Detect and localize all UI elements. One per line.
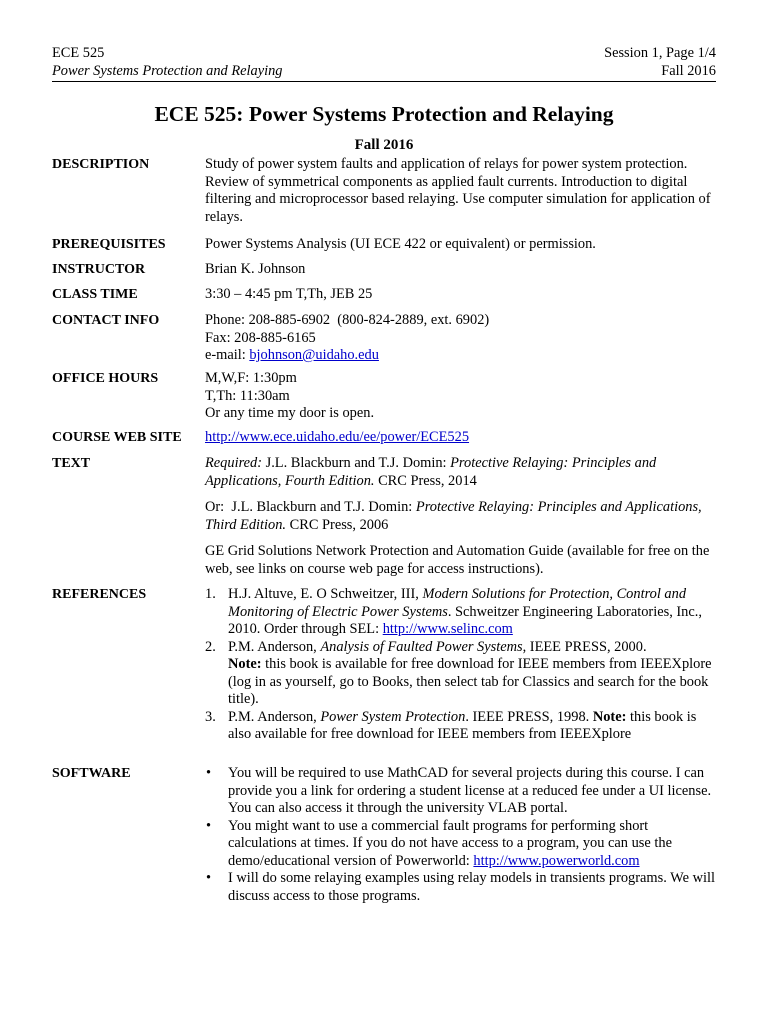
office-hours-line1: M,W,F: 1:30pm	[205, 370, 297, 386]
selinc-link[interactable]: http://www.selinc.com	[382, 621, 513, 637]
text-required-tag: Required:	[205, 455, 263, 471]
contact-email-prefix: e-mail:	[205, 347, 250, 363]
reference-item-2	[205, 639, 717, 709]
software-item-powerworld	[205, 818, 717, 871]
reference-2-note: this book is available for free download for IEEE members from IEEEXplore (log in as yourself, go to Books, then select tab for Classics and search for the book title).	[228, 656, 712, 707]
prerequisites-label: PREREQUISITES	[52, 237, 166, 252]
reference-number: 2.	[205, 638, 216, 655]
text-required-book	[205, 455, 717, 490]
text-alternate-title: Protective Relaying: Principles and Applications, Third Edition.	[205, 499, 706, 533]
contact-email-line	[205, 347, 717, 365]
page-subtitle: Fall 2016	[354, 137, 414, 153]
office-hours-line2: T,Th: 11:30am	[205, 387, 290, 404]
office-hours-line3: Or any time my door is open.	[205, 405, 375, 421]
references-label: REFERENCES	[52, 587, 147, 602]
reference-number: 3.	[205, 708, 216, 725]
software-item-transients	[205, 870, 717, 905]
instructor-label: INSTRUCTOR	[52, 262, 146, 277]
bullet-icon: •	[206, 870, 212, 886]
web-site-label: COURSE WEB SITE	[52, 430, 182, 445]
text-label: TEXT	[52, 456, 91, 471]
class-time-text: 3:30 – 4:45 pm T,Th, JEB 25	[205, 286, 373, 302]
course-web-site-link[interactable]: http://www.ece.uidaho.edu/ee/power/ECE525	[205, 429, 470, 445]
contact-phone: Phone: 208-885-6902 (800-824-2889, ext. 6902)	[205, 312, 490, 328]
text-alternate-authors: Or: J.L. Blackburn and T.J. Domin:	[205, 499, 416, 515]
powerworld-link[interactable]: http://www.powerworld.com	[473, 852, 640, 869]
reference-3-note: this book is also available for free download for IEEE members from IEEEXplore	[228, 708, 697, 742]
page-title: ECE 525: Power Systems Protection and Relaying	[154, 102, 614, 126]
reference-1-authors: H.J. Altuve, E. O Schweitzer, III,	[228, 586, 423, 602]
text-required-title: Protective Relaying: Principles and Applications, Fourth Edition.	[205, 455, 657, 489]
text-required-authors: J.L. Blackburn and T.J. Domin:	[262, 455, 451, 471]
reference-item-3	[205, 709, 717, 744]
reference-1-title: Modern Solutions for Protection, Control and Monitoring of Electric Power Systems	[228, 586, 687, 620]
software-mathcad-text: You will be required to use MathCAD for several projects during this course. I can provide you a link for ordering a student license at a reduced fee under a UI license. You can also access it through the university VLAB portal.	[228, 765, 712, 816]
reference-2-publisher: , IEEE PRESS, 2000.	[522, 638, 647, 655]
header-course-code: ECE 525	[52, 45, 105, 61]
text-alternate-book	[205, 499, 717, 534]
reference-item-1	[205, 586, 717, 639]
contact-email-link[interactable]: bjohnson@uidaho.edu	[249, 347, 379, 363]
reference-3-title: Power System Protection	[320, 708, 466, 725]
contact-label: CONTACT INFO	[52, 313, 160, 328]
software-item-mathcad	[205, 765, 717, 818]
bullet-icon: •	[206, 817, 212, 834]
reference-1-publisher: . Schweitzer Engineering Laboratories, Inc., 2010. Order through SEL:	[228, 603, 702, 637]
instructor-text: Brian K. Johnson	[205, 261, 306, 277]
class-time-label: CLASS TIME	[52, 287, 138, 302]
reference-number: 1.	[205, 586, 216, 602]
reference-2-note-label: Note:	[228, 656, 262, 672]
description-text: Study of power system faults and application of relays for power system protection. Review of symmetrical components as applied fault currents. Introduction to digital filtering and microprocessor based relaying. Use computer simulation for application of relays.	[205, 156, 711, 225]
bullet-icon: •	[206, 765, 212, 781]
description-label: DESCRIPTION	[52, 157, 150, 172]
reference-2-title: Analysis of Faulted Power Systems	[320, 638, 523, 655]
text-required-publisher: CRC Press, 2014	[374, 472, 477, 489]
software-transients-text: I will do some relaying examples using relay models in transients programs. We will discuss access to those programs.	[228, 870, 715, 904]
software-powerworld-text: You might want to use a commercial fault programs for performing short calculations at times. If you do not have access to a program, you can use the demo/educational version of Powerworld:	[228, 817, 672, 869]
prerequisites-text: Power Systems Analysis (UI ECE 422 or equivalent) or permission.	[205, 236, 596, 252]
reference-3-authors: P.M. Anderson,	[228, 708, 321, 725]
header-term: Fall 2016	[661, 63, 716, 79]
reference-3-publisher: . IEEE PRESS, 1998.	[465, 708, 593, 725]
header-session-page: Session 1, Page 1/4	[604, 45, 716, 61]
reference-2-authors: P.M. Anderson,	[228, 638, 321, 655]
reference-3-note-label: Note:	[592, 708, 627, 725]
running-header	[52, 45, 716, 82]
software-label: SOFTWARE	[52, 766, 131, 781]
text-alternate-publisher: CRC Press, 2006	[286, 516, 389, 533]
text-ge-guide: GE Grid Solutions Network Protection and Automation Guide (available for free on the web, see links on course web page for access instructions).	[205, 543, 710, 577]
header-course-title: Power Systems Protection and Relaying	[52, 63, 283, 79]
office-hours-label: OFFICE HOURS	[52, 371, 159, 386]
contact-fax: Fax: 208-885-6165	[205, 329, 316, 346]
